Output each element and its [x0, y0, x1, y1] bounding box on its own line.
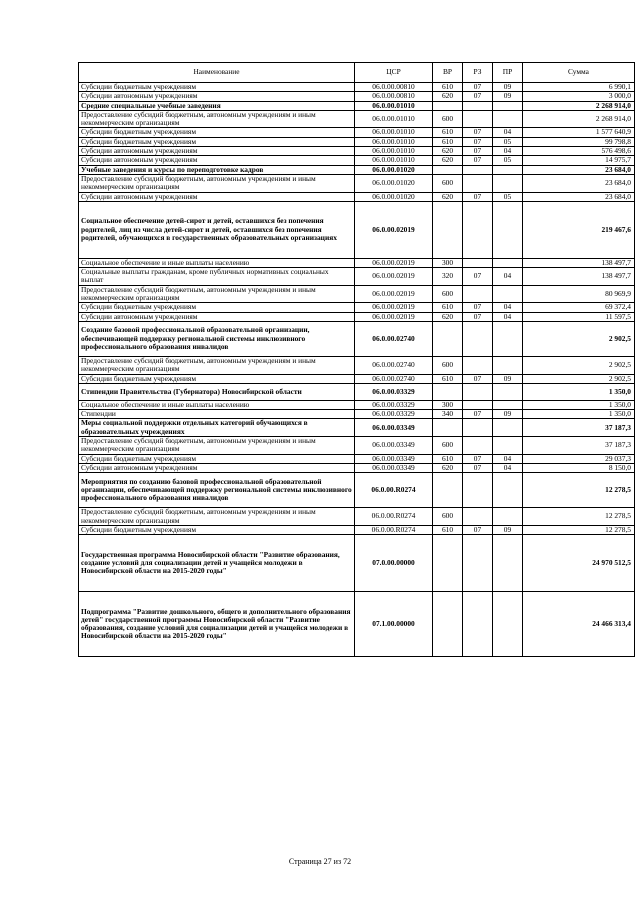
cell-csr: 06.0.00.01010: [355, 147, 433, 156]
cell-pr: 04: [493, 268, 523, 286]
cell-vr: 320: [433, 268, 463, 286]
cell-vr: [433, 592, 463, 657]
cell-pr: 05: [493, 156, 523, 165]
cell-pr: [493, 383, 523, 400]
cell-name: Социальные выплаты гражданам, кроме публичных нормативных социальных выплат: [79, 268, 355, 286]
cell-pr: 09: [493, 410, 523, 419]
cell-csr: 06.0.00.03329: [355, 383, 433, 400]
cell-rz: [463, 285, 493, 303]
cell-vr: [433, 101, 463, 110]
cell-vr: 600: [433, 285, 463, 303]
cell-name: Субсидии автономным учреждениям: [79, 147, 355, 156]
cell-rz: [463, 508, 493, 526]
table-row: [79, 165, 635, 174]
table-row: [79, 110, 635, 128]
table-row: [79, 410, 635, 419]
cell-csr: 07.1.00.00000: [355, 592, 433, 657]
cell-name: Создание базовой профессиональной образовательной организации, обеспечивающей поддержку региональной системы инклюзивного профессионального образования инвалидов: [79, 321, 355, 356]
cell-sum: 1 577 640,9: [523, 128, 635, 137]
cell-pr: [493, 508, 523, 526]
cell-pr: 09: [493, 83, 523, 92]
cell-rz: 07: [463, 374, 493, 383]
cell-name: Средние специальные учебные заведения: [79, 101, 355, 110]
cell-rz: [463, 400, 493, 409]
table-row: [79, 128, 635, 137]
cell-pr: [493, 101, 523, 110]
cell-rz: 07: [463, 525, 493, 534]
cell-csr: 06.0.00.02740: [355, 321, 433, 356]
cell-vr: 620: [433, 463, 463, 472]
cell-pr: 09: [493, 525, 523, 534]
table-row: [79, 192, 635, 201]
table-row: [79, 437, 635, 455]
table-row: [79, 592, 635, 657]
cell-pr: [493, 437, 523, 455]
table-row: [79, 473, 635, 508]
cell-name: Субсидии автономным учреждениям: [79, 192, 355, 201]
cell-vr: 610: [433, 374, 463, 383]
cell-pr: [493, 356, 523, 374]
table-row: [79, 525, 635, 534]
cell-name: Предоставление субсидий бюджетным, автономным учреждениям и иным некоммерческим организациям: [79, 356, 355, 374]
cell-rz: [463, 258, 493, 267]
cell-csr: 06.0.00.02019: [355, 258, 433, 267]
table-header: [79, 63, 635, 83]
table-row: [79, 201, 635, 258]
cell-sum: 2 268 914,0: [523, 110, 635, 128]
cell-sum: 23 684,0: [523, 192, 635, 201]
cell-csr: 06.0.00.01010: [355, 110, 433, 128]
cell-csr: 06.0.00.01020: [355, 192, 433, 201]
cell-csr: 06.0.00.02740: [355, 356, 433, 374]
cell-pr: 09: [493, 374, 523, 383]
table-row: [79, 83, 635, 92]
cell-sum: 23 684,0: [523, 174, 635, 192]
cell-sum: 37 187,3: [523, 419, 635, 437]
cell-sum: 8 150,0: [523, 463, 635, 472]
cell-csr: 06.0.00.R0274: [355, 473, 433, 508]
cell-vr: [433, 473, 463, 508]
cell-rz: 07: [463, 137, 493, 146]
cell-rz: [463, 383, 493, 400]
cell-name: Субсидии бюджетным учреждениям: [79, 83, 355, 92]
cell-sum: 2 902,5: [523, 356, 635, 374]
cell-sum: 1 350,0: [523, 410, 635, 419]
cell-sum: 6 990,1: [523, 83, 635, 92]
cell-vr: 620: [433, 147, 463, 156]
table-row: [79, 463, 635, 472]
cell-name: Государственная программа Новосибирской области "Развитие образования, создание условий для социализации детей и учащейся молодежи в Новосибирской области на 2015-2020 годы": [79, 535, 355, 592]
cell-csr: 06.0.00.00810: [355, 83, 433, 92]
table-row: [79, 156, 635, 165]
cell-name: Социальное обеспечение детей-сирот и детей, оставшихся без попечения родителей, лиц из числа детей-сирот и детей, оставшихся без попечения родителей, обучающихся в государственных образовательных организациях: [79, 201, 355, 258]
cell-pr: 05: [493, 192, 523, 201]
cell-sum: 99 798,8: [523, 137, 635, 146]
cell-vr: 610: [433, 525, 463, 534]
cell-vr: 620: [433, 192, 463, 201]
table-row: [79, 374, 635, 383]
cell-rz: 07: [463, 156, 493, 165]
cell-pr: [493, 419, 523, 437]
cell-name: Субсидии бюджетным учреждениям: [79, 454, 355, 463]
cell-vr: 620: [433, 92, 463, 101]
table-row: [79, 147, 635, 156]
cell-rz: [463, 473, 493, 508]
cell-vr: 610: [433, 83, 463, 92]
cell-pr: [493, 285, 523, 303]
cell-pr: 05: [493, 137, 523, 146]
cell-name: Субсидии бюджетным учреждениям: [79, 525, 355, 534]
cell-rz: [463, 535, 493, 592]
cell-rz: [463, 101, 493, 110]
cell-sum: 2 268 914,0: [523, 101, 635, 110]
cell-pr: [493, 201, 523, 258]
table-row: [79, 137, 635, 146]
table-row: [79, 285, 635, 303]
cell-vr: 610: [433, 128, 463, 137]
cell-vr: [433, 201, 463, 258]
cell-rz: 07: [463, 128, 493, 137]
cell-pr: [493, 535, 523, 592]
cell-vr: [433, 419, 463, 437]
cell-rz: 07: [463, 312, 493, 321]
cell-name: Социальное обеспечение и иные выплаты населению: [79, 258, 355, 267]
cell-sum: 12 278,5: [523, 473, 635, 508]
table-row: [79, 303, 635, 312]
header-vr: ВР: [433, 63, 463, 83]
cell-sum: 3 000,0: [523, 92, 635, 101]
cell-vr: [433, 165, 463, 174]
cell-name: Предоставление субсидий бюджетным, автономным учреждениям и иным некоммерческим организациям: [79, 437, 355, 455]
cell-sum: 138 497,7: [523, 268, 635, 286]
cell-vr: 600: [433, 174, 463, 192]
cell-vr: 610: [433, 137, 463, 146]
cell-csr: 06.0.00.R0274: [355, 525, 433, 534]
cell-rz: 07: [463, 192, 493, 201]
cell-rz: 07: [463, 303, 493, 312]
cell-csr: 06.0.00.02019: [355, 285, 433, 303]
table-row: [79, 356, 635, 374]
cell-name: Предоставление субсидий бюджетным, автономным учреждениям и иным некоммерческим организациям: [79, 174, 355, 192]
table-row: [79, 383, 635, 400]
cell-rz: 07: [463, 410, 493, 419]
cell-name: Стипендии: [79, 410, 355, 419]
cell-csr: 06.0.00.03329: [355, 410, 433, 419]
cell-vr: [433, 383, 463, 400]
cell-sum: 2 902,5: [523, 321, 635, 356]
page-footer: Страница 27 из 72: [288, 857, 352, 866]
cell-vr: 600: [433, 356, 463, 374]
cell-sum: 37 187,3: [523, 437, 635, 455]
cell-sum: 23 684,0: [523, 165, 635, 174]
cell-vr: 600: [433, 437, 463, 455]
cell-csr: 06.0.00.01020: [355, 174, 433, 192]
cell-rz: 07: [463, 268, 493, 286]
cell-csr: 06.0.00.03329: [355, 400, 433, 409]
cell-vr: 340: [433, 410, 463, 419]
cell-pr: 04: [493, 454, 523, 463]
cell-rz: 07: [463, 83, 493, 92]
cell-name: Субсидии бюджетным учреждениям: [79, 137, 355, 146]
cell-sum: 24 970 512,5: [523, 535, 635, 592]
cell-sum: 12 278,5: [523, 508, 635, 526]
table-row: [79, 312, 635, 321]
cell-sum: 11 597,5: [523, 312, 635, 321]
cell-sum: 2 902,5: [523, 374, 635, 383]
cell-csr: 06.0.00.02019: [355, 312, 433, 321]
table-row: [79, 454, 635, 463]
cell-csr: 06.0.00.02019: [355, 201, 433, 258]
cell-sum: 24 466 313,4: [523, 592, 635, 657]
cell-vr: 610: [433, 303, 463, 312]
cell-name: Субсидии бюджетным учреждениям: [79, 374, 355, 383]
cell-name: Субсидии бюджетным учреждениям: [79, 303, 355, 312]
cell-rz: 07: [463, 147, 493, 156]
cell-vr: 620: [433, 156, 463, 165]
cell-pr: [493, 174, 523, 192]
cell-pr: [493, 321, 523, 356]
cell-rz: [463, 201, 493, 258]
cell-rz: 07: [463, 454, 493, 463]
header-pr: ПР: [493, 63, 523, 83]
cell-pr: [493, 165, 523, 174]
table-row: [79, 321, 635, 356]
cell-csr: 06.0.00.02019: [355, 268, 433, 286]
cell-pr: 04: [493, 303, 523, 312]
cell-csr: 06.0.00.02740: [355, 374, 433, 383]
cell-pr: [493, 110, 523, 128]
budget-table: [78, 62, 635, 657]
cell-sum: 14 975,7: [523, 156, 635, 165]
cell-pr: 09: [493, 92, 523, 101]
cell-pr: 04: [493, 147, 523, 156]
cell-name: Субсидии автономным учреждениям: [79, 312, 355, 321]
table-body: [79, 83, 635, 657]
cell-sum: 12 278,5: [523, 525, 635, 534]
cell-csr: 06.0.00.02019: [355, 303, 433, 312]
cell-pr: [493, 258, 523, 267]
header-csr: ЦСР: [355, 63, 433, 83]
cell-sum: 576 498,6: [523, 147, 635, 156]
cell-name: Стипендии Правительства (Губернатора) Новосибирской области: [79, 383, 355, 400]
cell-rz: [463, 419, 493, 437]
cell-name: Субсидии автономным учреждениям: [79, 463, 355, 472]
cell-vr: 610: [433, 454, 463, 463]
cell-sum: 1 350,0: [523, 383, 635, 400]
header-rz: РЗ: [463, 63, 493, 83]
cell-rz: [463, 165, 493, 174]
table-row: [79, 268, 635, 286]
cell-rz: 07: [463, 463, 493, 472]
cell-name: Подпрограмма "Развитие дошкольного, общего и дополнительного образования детей" государственной программы Новосибирской области "Развитие образования, создание условий для социализации детей и учащейся молодежи в Новосибирской области на 2015-2020 годы": [79, 592, 355, 657]
cell-sum: 80 969,9: [523, 285, 635, 303]
cell-vr: 600: [433, 508, 463, 526]
header-name: Наименование: [79, 63, 355, 83]
cell-name: Социальное обеспечение и иные выплаты населению: [79, 400, 355, 409]
cell-rz: 07: [463, 92, 493, 101]
cell-csr: 06.0.00.03349: [355, 463, 433, 472]
cell-sum: 1 350,0: [523, 400, 635, 409]
cell-name: Субсидии бюджетным учреждениям: [79, 128, 355, 137]
cell-vr: 300: [433, 258, 463, 267]
cell-csr: 06.0.00.00810: [355, 92, 433, 101]
table-row: [79, 92, 635, 101]
cell-pr: 04: [493, 128, 523, 137]
table-row: [79, 174, 635, 192]
cell-pr: 04: [493, 463, 523, 472]
cell-sum: 219 467,6: [523, 201, 635, 258]
cell-sum: 138 497,7: [523, 258, 635, 267]
cell-name: Учебные заведения и курсы по переподготовке кадров: [79, 165, 355, 174]
cell-csr: 07.0.00.00000: [355, 535, 433, 592]
cell-name: Предоставление субсидий бюджетным, автономным учреждениям и иным некоммерческим организациям: [79, 508, 355, 526]
cell-vr: 300: [433, 400, 463, 409]
table-row: [79, 535, 635, 592]
cell-vr: 600: [433, 110, 463, 128]
table-row: [79, 508, 635, 526]
cell-csr: 06.0.00.03349: [355, 454, 433, 463]
cell-sum: 29 037,3: [523, 454, 635, 463]
cell-csr: 06.0.00.01020: [355, 165, 433, 174]
cell-pr: 04: [493, 312, 523, 321]
cell-rz: [463, 592, 493, 657]
table-row: [79, 400, 635, 409]
header-sum: Сумма: [523, 63, 635, 83]
cell-csr: 06.0.00.01010: [355, 156, 433, 165]
cell-name: Мероприятия по созданию базовой профессиональной образовательной организации, обеспечивающей поддержку региональной системы инклюзивного профессионального образования инвалидов: [79, 473, 355, 508]
cell-rz: [463, 110, 493, 128]
table-row: [79, 258, 635, 267]
cell-name: Меры социальной поддержки отдельных категорий обучающихся в образовательных учреждениях: [79, 419, 355, 437]
cell-vr: [433, 535, 463, 592]
cell-name: Предоставление субсидий бюджетным, автономным учреждениям и иным некоммерческим организациям: [79, 110, 355, 128]
table-row: [79, 419, 635, 437]
cell-vr: [433, 321, 463, 356]
table-row: [79, 101, 635, 110]
cell-name: Субсидии автономным учреждениям: [79, 92, 355, 101]
cell-rz: [463, 321, 493, 356]
budget-table-container: [78, 62, 634, 657]
cell-csr: 06.0.00.R0274: [355, 508, 433, 526]
cell-csr: 06.0.00.01010: [355, 101, 433, 110]
cell-rz: [463, 174, 493, 192]
cell-name: Субсидии автономным учреждениям: [79, 156, 355, 165]
cell-csr: 06.0.00.03349: [355, 437, 433, 455]
cell-rz: [463, 437, 493, 455]
cell-name: Предоставление субсидий бюджетным, автономным учреждениям и иным некоммерческим организациям: [79, 285, 355, 303]
cell-pr: [493, 592, 523, 657]
cell-pr: [493, 473, 523, 508]
cell-csr: 06.0.00.01010: [355, 128, 433, 137]
cell-rz: [463, 356, 493, 374]
cell-sum: 69 372,4: [523, 303, 635, 312]
cell-csr: 06.0.00.01010: [355, 137, 433, 146]
cell-csr: 06.0.00.03349: [355, 419, 433, 437]
cell-vr: 620: [433, 312, 463, 321]
cell-pr: [493, 400, 523, 409]
